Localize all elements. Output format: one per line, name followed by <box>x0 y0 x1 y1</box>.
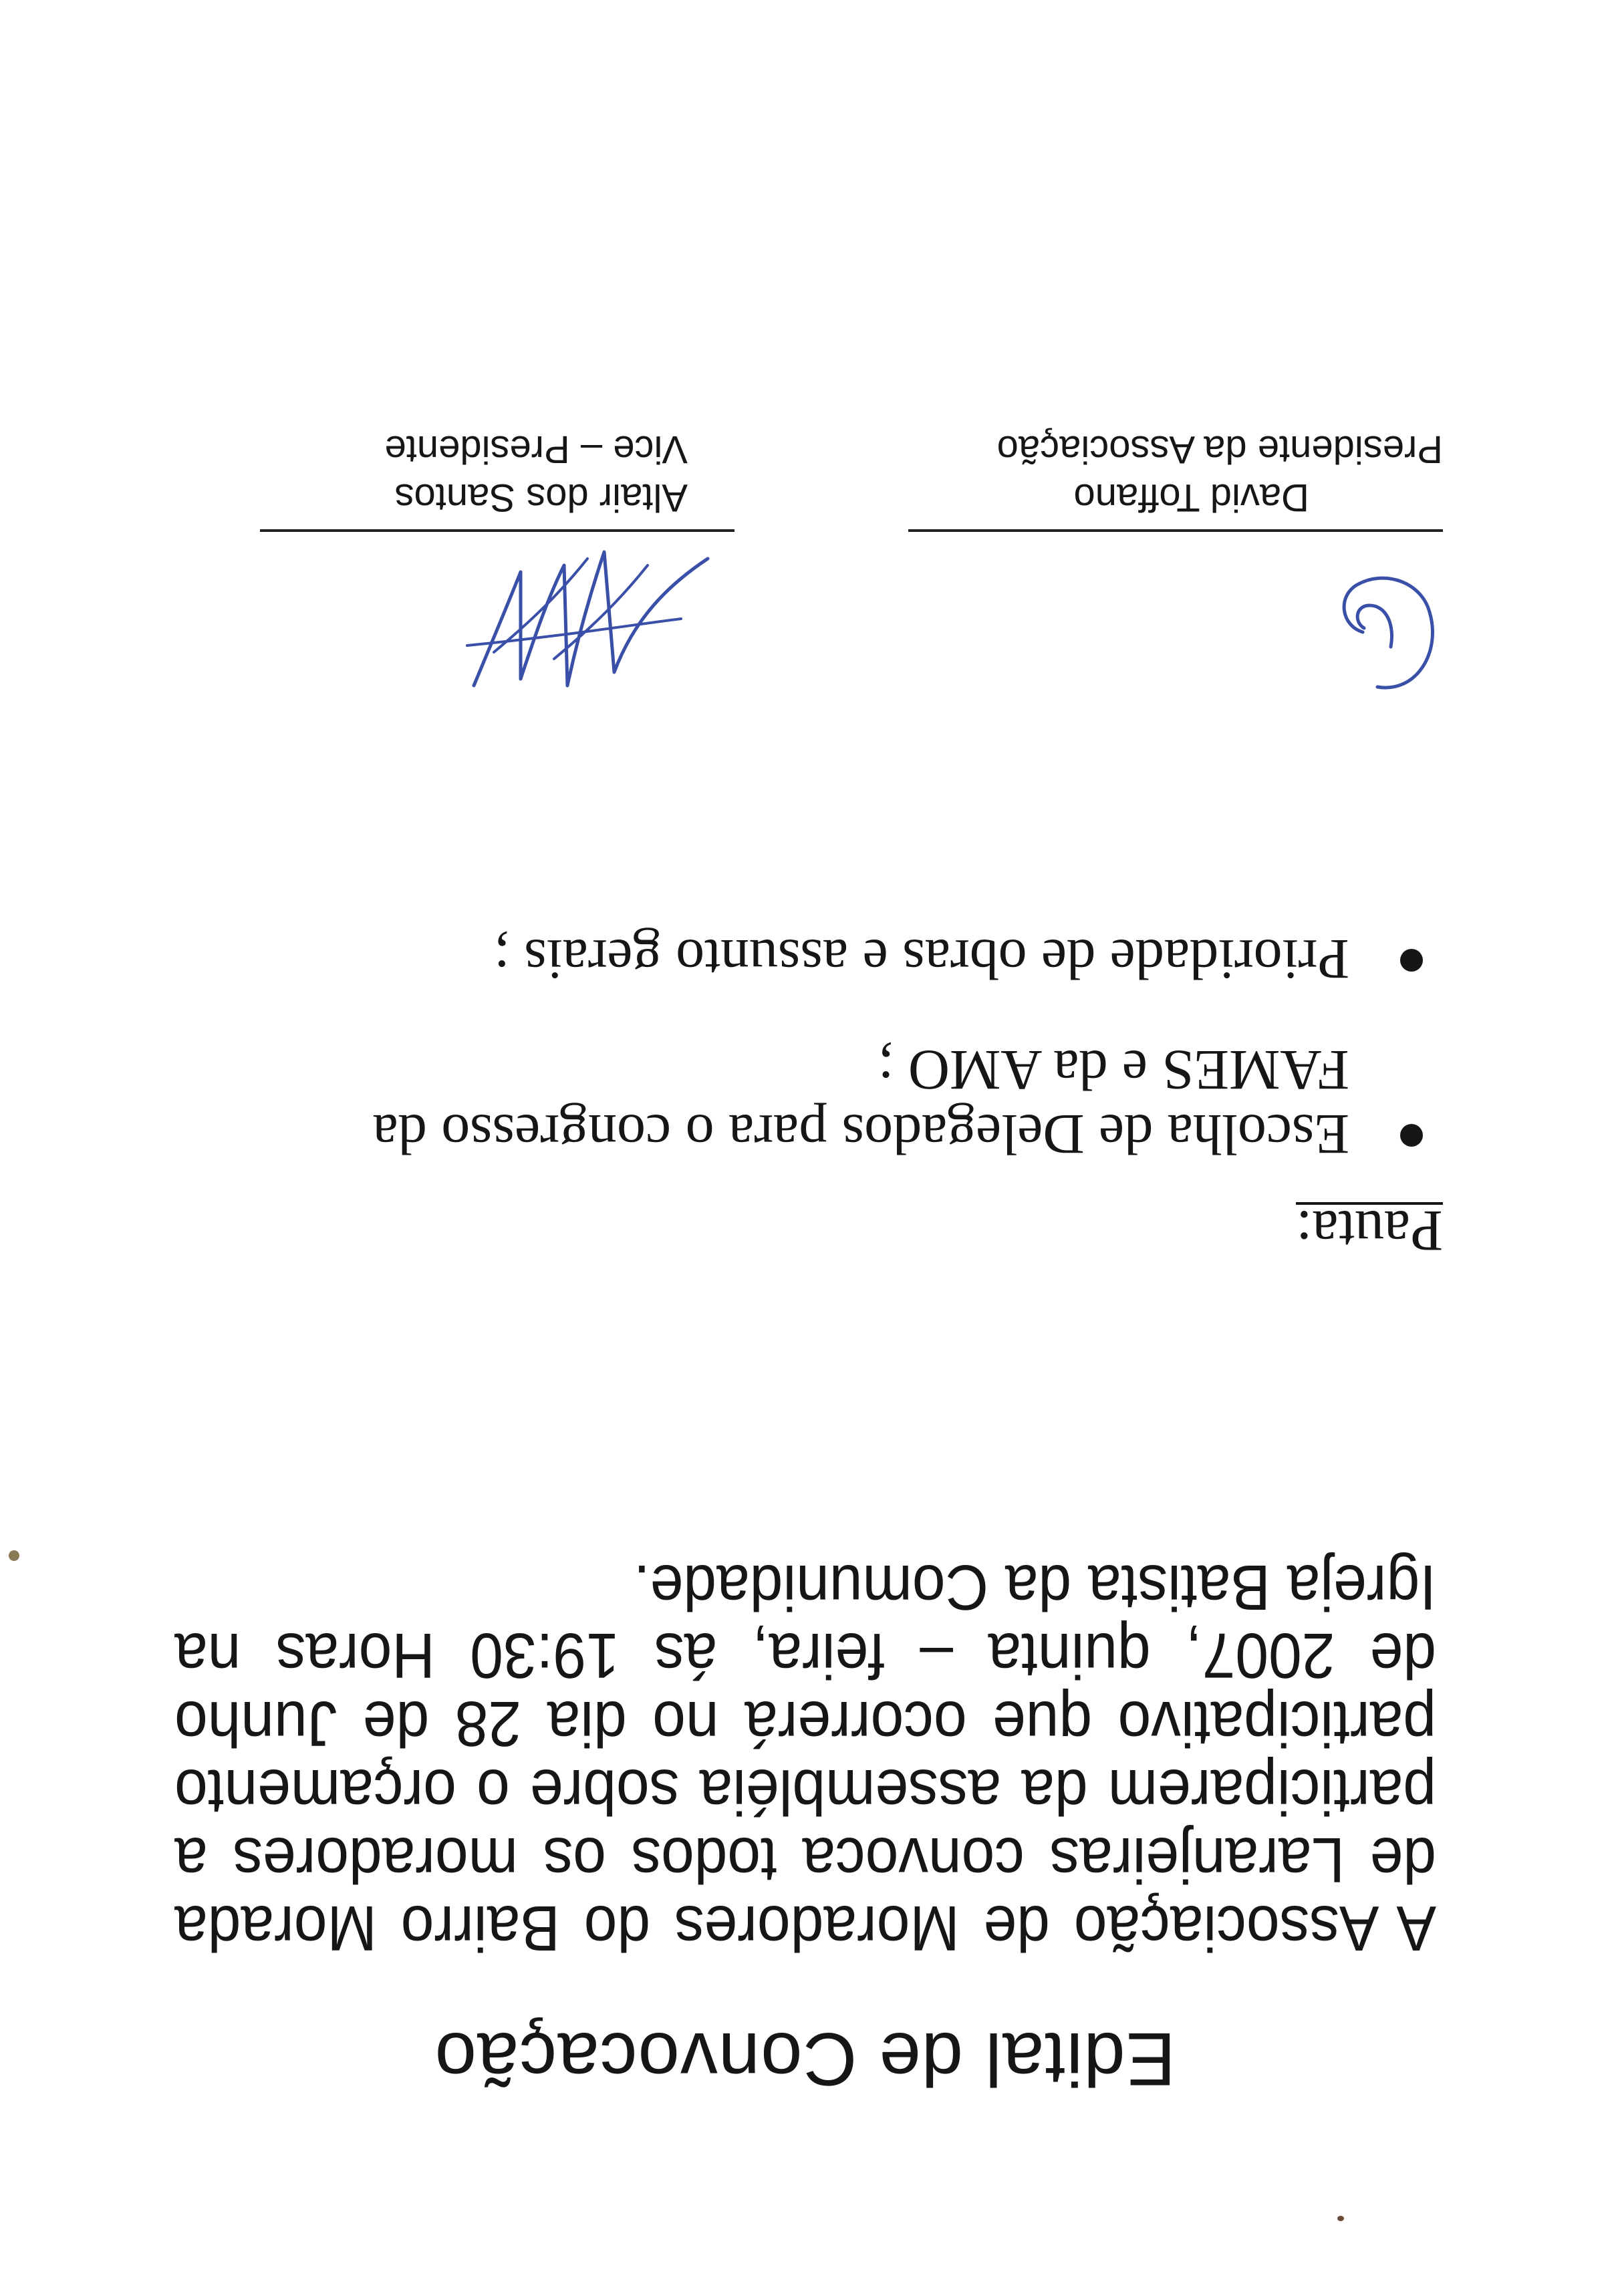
signatory-name: David Toffano <box>1073 476 1309 519</box>
scan-speck <box>1337 2216 1344 2221</box>
vice-president-signature-block <box>260 425 734 532</box>
scan-speck <box>9 1550 19 1561</box>
bullet-icon <box>1400 1124 1423 1147</box>
agenda-item <box>280 927 1443 992</box>
document-title: Edital de Convocação <box>434 2017 1176 2101</box>
president-signature <box>1323 552 1456 706</box>
signatory-role: Vice – Presidente <box>384 428 688 471</box>
signatory-name: Altair dos Santos <box>394 476 688 519</box>
signatory-role: Presidente da Associação <box>996 428 1443 471</box>
signature-line <box>908 529 1443 532</box>
agenda-list <box>280 881 1443 1167</box>
agenda-item <box>280 1038 1443 1167</box>
agenda-item-text: Prioridade de obras e assunto gerais ; <box>493 927 1349 992</box>
signature-line <box>260 529 734 532</box>
convocation-body: A Associação de Moradores do Bairro Morada de Laranjeiras convoca todos os moradores a participarem da assembléia sobre o orçamento participativo que ocorrerá no dia 28 de Junho de 2007, quinta – feira, ás 19:30 Horas na Igreja Batista da Comunidade. <box>174 1552 1436 1964</box>
vice-president-signature <box>454 539 721 699</box>
agenda-item-text: Escolha de Delegados para o congresso da FAMES e da AMO ; <box>372 1038 1349 1167</box>
president-signature-block <box>908 425 1443 532</box>
bullet-icon <box>1400 949 1423 972</box>
agenda-heading: Pauta: <box>1296 1198 1443 1263</box>
